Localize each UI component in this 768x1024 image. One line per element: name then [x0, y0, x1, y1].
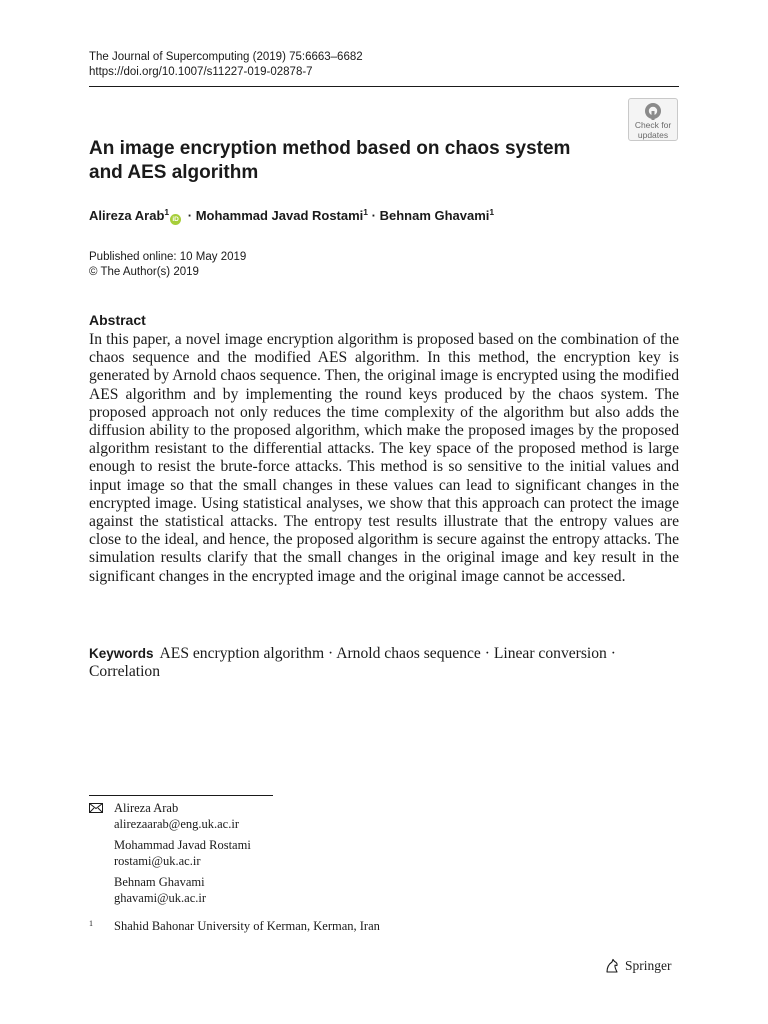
doi-link[interactable]: https://doi.org/10.1007/s11227-019-02878-7: [89, 65, 313, 78]
keywords-label: Keywords: [89, 646, 154, 661]
affiliation-number: 1: [89, 919, 93, 928]
orcid-icon[interactable]: iD: [170, 214, 181, 225]
affiliation: [89, 919, 380, 935]
author-affiliation-mark: 1: [489, 207, 495, 217]
publication-info: [89, 250, 246, 279]
check-for-updates-line2: updates: [637, 129, 669, 140]
author-name[interactable]: Mohammad Javad Rostami: [195, 208, 364, 223]
journal-citation: The Journal of Supercomputing (2019) 75:6663–6682: [89, 51, 363, 63]
author-contacts: [89, 801, 251, 912]
envelope-icon: [89, 803, 103, 813]
contact-entry: [89, 801, 251, 832]
contact-name: Mohammad Javad Rostami: [114, 838, 251, 852]
contact-name: Alireza Arab: [114, 801, 179, 815]
paper-title-line1: An image encryption method based on chaos system: [89, 138, 571, 159]
paper-title: [89, 137, 609, 184]
contact-email[interactable]: alirezaarab@eng.uk.ac.ir: [114, 816, 239, 831]
published-date: Published online: 10 May 2019: [89, 251, 247, 263]
contact-email[interactable]: rostami@uk.ac.ir: [114, 853, 201, 868]
journal-header: [89, 50, 363, 79]
copyright-notice: © The Author(s) 2019: [89, 265, 199, 278]
contact-name: Behnam Ghavami: [114, 875, 205, 889]
springer-logo: [604, 958, 672, 974]
paper-title-line2: and AES algorithm: [89, 161, 259, 183]
abstract-text: In this paper, a novel image encryption algorithm is proposed based on the combination of the chaos sequence and the modified AES algorithm. In this method, the encryption key is generated by Arnold chaos sequence. Then, the original image is encrypted using the modified AES algorithm and by implementing the round keys produced by the chaos system. The proposed approach not only reduces the time complexity of the algorithm but also adds the diffusion ability to the proposed algorithm, which make the proposed images by the proposed algorithm resistant to the differential attacks. The key space of the proposed method is large enough to resist the brute-force attacks. This method is so sensitive to the initial values and input image so that the small changes in these values can lead to significant changes in the encrypted image. Using statistical analyses, we show that this approach can protect the image against the statistical attacks. The entropy test results illustrate that the entropy values are close to the ideal, and hence, the proposed algorithm is secure against the entropy attacks. The simulation results clarify that the small changes in the original image and key result in the significant changes in the encrypted image and the original image cannot be accessed.: [89, 331, 679, 585]
author-list: [89, 207, 494, 225]
keywords-text: AES encryption algorithm · Arnold chaos sequence · Linear conversion · Correlation: [89, 645, 616, 681]
springer-horse-icon: [604, 958, 620, 974]
author-name[interactable]: Behnam Ghavami: [379, 208, 490, 223]
author-separator: ·: [368, 208, 380, 223]
abstract-heading: Abstract: [89, 312, 146, 328]
author-affiliation-mark: 1: [363, 207, 369, 217]
keywords: [89, 645, 679, 681]
check-for-updates-line1: Check for: [634, 120, 672, 130]
publisher-name: Springer: [625, 958, 672, 973]
contact-entry: [89, 838, 251, 869]
footnote-rule: [89, 795, 273, 796]
contact-email[interactable]: ghavami@uk.ac.ir: [114, 890, 207, 905]
author-name[interactable]: Alireza Arab: [89, 208, 165, 223]
affiliation-text: Shahid Bahonar University of Kerman, Kerman, Iran: [114, 919, 380, 933]
author-affiliation-mark: 1: [164, 207, 170, 217]
check-for-updates-icon: [642, 102, 664, 120]
author-separator: ·: [184, 208, 196, 223]
check-for-updates-badge[interactable]: [628, 98, 678, 141]
header-rule: [89, 86, 679, 87]
contact-entry: [89, 875, 251, 906]
